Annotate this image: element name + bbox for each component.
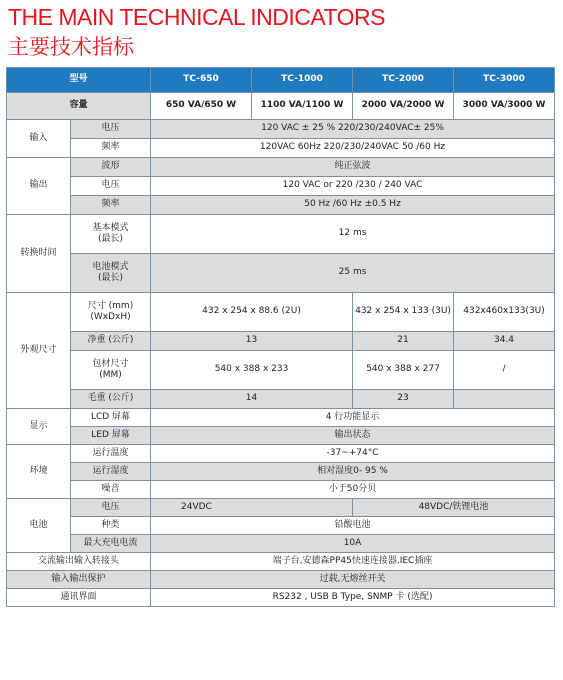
input-voltage-label: 电压 [71, 120, 151, 139]
header-model-tc650: TC-650 [151, 68, 252, 93]
transfer-normal-label-line1: 基本模式 [92, 222, 129, 233]
page-title-english: THE MAIN TECHNICAL INDICATORS [8, 4, 385, 30]
battery-type-label: 种类 [71, 517, 151, 535]
output-waveform-value: 纯正弦波 [151, 158, 555, 177]
transfer-normal-label-line2: (最长) [97, 234, 124, 244]
dimensions-pack-value-small: 540 x 388 x 233 [151, 351, 353, 390]
dimensions-category: 外观尺寸 [7, 293, 71, 409]
dimensions-size-value-3000: 432x460x133(3U) [454, 293, 555, 332]
comm-value: RS232 , USB B Type, SNMP 卡 (选配) [151, 589, 555, 607]
dimensions-pack-label-line2: (MM) [99, 370, 122, 380]
dimensions-pack-label [71, 351, 151, 390]
dimensions-gross-value-2000: 23 [353, 390, 454, 409]
capacity-value-tc3000: 3000 VA/3000 W [454, 93, 555, 120]
input-frequency-value: 120VAC 60Hz 220/230/240VAC 50 /60 Hz [151, 139, 555, 158]
transfer-normal-label [71, 215, 151, 254]
transfer-battery-value: 25 ms [151, 254, 555, 293]
output-frequency-value: 50 Hz /60 Hz ±0.5 Hz [151, 196, 555, 215]
dimensions-pack-value-2000: 540 x 388 x 277 [353, 351, 454, 390]
environment-temp-value: -37~+74°C [151, 445, 555, 463]
battery-voltage-label: 电压 [71, 499, 151, 517]
battery-charge-label: 最大充电电流 [71, 535, 151, 553]
capacity-value-tc2000: 2000 VA/2000 W [353, 93, 454, 120]
transfer-battery-label-line1: 电池模式 [92, 261, 129, 272]
environment-humidity-value: 相对湿度0- 95 % [151, 463, 555, 481]
dimensions-pack-value-3000: / [454, 351, 555, 390]
environment-humidity-label: 运行湿度 [71, 463, 151, 481]
input-category: 输入 [7, 120, 71, 158]
dimensions-gross-value-small: 14 [151, 390, 353, 409]
protection-value: 过载,无熔丝开关 [151, 571, 555, 589]
protection-label: 输入输出保护 [7, 571, 151, 589]
header-model-tc2000: TC-2000 [353, 68, 454, 93]
capacity-label: 容量 [7, 93, 151, 120]
dimensions-size-label-line1: 尺寸 (mm) [87, 300, 134, 311]
dimensions-gross-label: 毛重 (公斤) [71, 390, 151, 409]
dimensions-net-value-2000: 21 [353, 332, 454, 351]
output-voltage-value: 120 VAC or 220 /230 / 240 VAC [151, 177, 555, 196]
output-waveform-label: 波形 [71, 158, 151, 177]
battery-voltage-value-high: 48VDC/铁锂电池 [353, 499, 555, 517]
dimensions-size-value-2000: 432 x 254 x 133 (3U) [353, 293, 454, 332]
battery-type-value: 铅酸电池 [151, 517, 555, 535]
dimensions-size-value-small: 432 x 254 x 88.6 (2U) [151, 293, 353, 332]
capacity-value-tc1000: 1100 VA/1100 W [252, 93, 353, 120]
display-led-label: LED 屏幕 [71, 427, 151, 445]
battery-category: 电池 [7, 499, 71, 553]
header-model-tc1000: TC-1000 [252, 68, 353, 93]
dimensions-size-label-line2: (WxDxH) [90, 312, 131, 322]
display-led-value: 输出状态 [151, 427, 555, 445]
dimensions-net-label: 净重 (公斤) [71, 332, 151, 351]
transfer-category: 转换时间 [7, 215, 71, 293]
display-lcd-label: LCD 屏幕 [71, 409, 151, 427]
io-connector-value: 端子台,安德森PP45快速连接器,IEC插座 [151, 553, 555, 571]
header-model-tc3000: TC-3000 [454, 68, 555, 93]
capacity-value-tc650: 650 VA/650 W [151, 93, 252, 120]
dimensions-net-value-3000: 34.4 [454, 332, 555, 351]
comm-label: 通讯界面 [7, 589, 151, 607]
input-voltage-value: 120 VAC ± 25 % 220/230/240VAC± 25% [151, 120, 555, 139]
dimensions-size-label [71, 293, 151, 332]
environment-category: 环境 [7, 445, 71, 499]
dimensions-pack-label-line1: 包材尺寸 [92, 358, 129, 369]
input-frequency-label: 频率 [71, 139, 151, 158]
environment-temp-label: 运行温度 [71, 445, 151, 463]
dimensions-gross-value-3000 [454, 390, 555, 409]
spec-table [6, 67, 555, 607]
battery-voltage-value-low: 24VDC [151, 499, 353, 517]
battery-charge-value: 10A [151, 535, 555, 553]
output-frequency-label: 频率 [71, 196, 151, 215]
environment-noise-label: 噪音 [71, 481, 151, 499]
transfer-battery-label-line2: (最长) [97, 273, 124, 283]
page-title-chinese: 主要技术指标 [8, 35, 134, 59]
dimensions-net-value-small: 13 [151, 332, 353, 351]
header-model-label: 型号 [7, 68, 151, 93]
output-voltage-label: 电压 [71, 177, 151, 196]
environment-noise-value: 小于50分贝 [151, 481, 555, 499]
io-connector-label: 交流输出输入转接头 [7, 553, 151, 571]
transfer-normal-value: 12 ms [151, 215, 555, 254]
output-category: 输出 [7, 158, 71, 215]
display-lcd-value: 4 行功能显示 [151, 409, 555, 427]
display-category: 显示 [7, 409, 71, 445]
transfer-battery-label [71, 254, 151, 293]
